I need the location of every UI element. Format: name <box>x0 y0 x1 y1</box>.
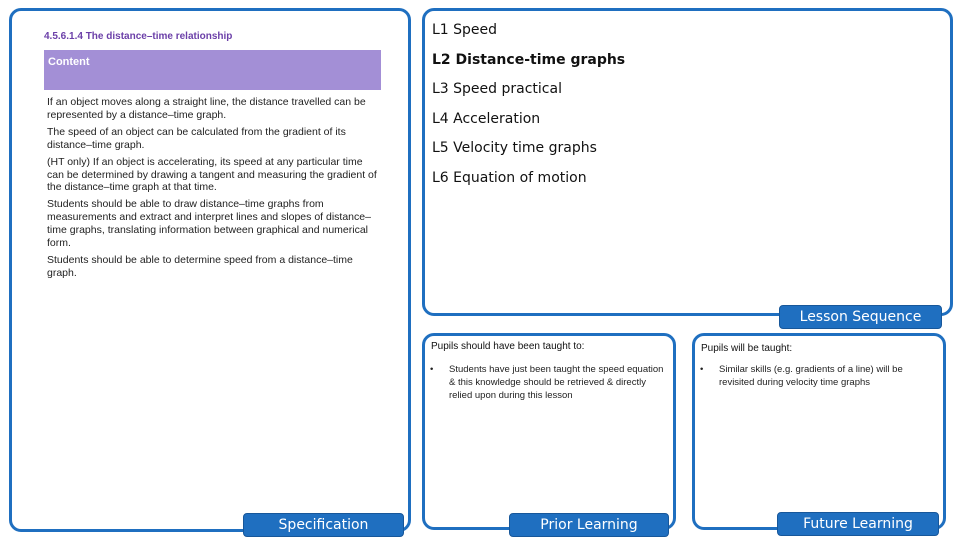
lesson-list <box>432 18 625 195</box>
prior-learning-text: Students have just been taught the speed equation & this knowledge should be retrieved & directly relied upon during this lesson <box>449 364 664 401</box>
specification-body <box>47 96 381 284</box>
lesson-item-1: L1 Speed <box>432 22 498 38</box>
spec-paragraph: Students should be able to draw distance–time graphs from measurements and extract and interpret lines and slopes of distance–time graphs, translating information between graphical and numerical form. <box>47 198 371 250</box>
future-learning-title: Pupils will be taught: <box>701 343 793 354</box>
content-header-bar <box>44 50 381 90</box>
future-learning-text: Similar skills (e.g. gradients of a line) will be revisited during velocity time graphs <box>719 364 903 388</box>
lesson-item-4: L4 Acceleration <box>432 110 541 127</box>
lesson-sequence-tab[interactable]: Lesson Sequence <box>779 305 942 329</box>
spec-paragraph: Students should be able to determine speed from a distance–time graph. <box>47 253 353 279</box>
prior-learning-title: Pupils should have been taught to: <box>431 341 585 352</box>
content-label: Content <box>48 56 90 68</box>
spec-paragraph: If an object moves along a straight line, the distance travelled can be represented by a distance–time graph. <box>47 96 366 121</box>
future-learning-bullet <box>700 363 937 389</box>
lesson-item-3: L3 Speed practical <box>432 81 562 97</box>
lesson-item-5: L5 Velocity time graphs <box>432 140 597 156</box>
bullet-dot: • <box>700 364 704 375</box>
bullet-dot: • <box>430 364 434 375</box>
spec-paragraph: The speed of an object can be calculated from the gradient of its distance–time graph. <box>47 125 346 151</box>
prior-learning-tab[interactable]: Prior Learning <box>509 513 669 537</box>
future-learning-tab[interactable]: Future Learning <box>777 512 939 536</box>
lesson-item-2-current: L2 Distance-time graphs <box>432 51 626 68</box>
lesson-item-6: L6 Equation of motion <box>432 169 587 186</box>
spec-paragraph: (HT only) If an object is accelerating, its speed at any particular time can be determined by drawing a tangent and measuring the gradient of the distance–time graph at that time. <box>47 155 377 194</box>
specification-tab[interactable]: Specification <box>243 513 404 537</box>
prior-learning-bullet <box>430 363 664 402</box>
specification-heading: 4.5.6.1.4 The distance–time relationship <box>44 31 233 42</box>
